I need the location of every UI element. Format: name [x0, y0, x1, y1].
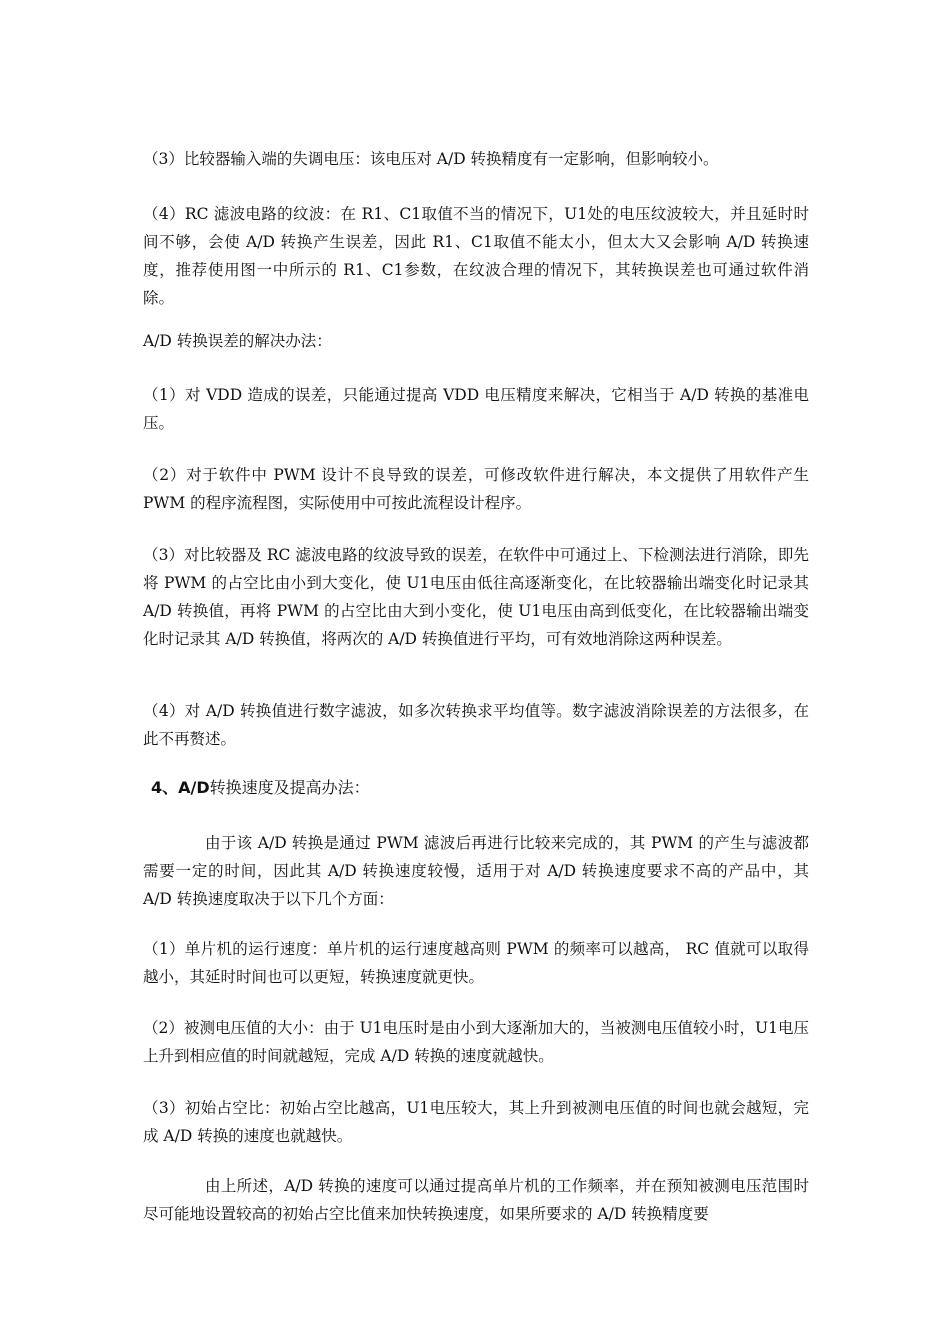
paragraph-vdd-error: （1）对 VDD 造成的误差，只能通过提高 VDD 电压精度来解决，它相当于 A/D 转换的基准电压。: [143, 386, 809, 432]
paragraph-rc-ripple: （4）RC 滤波电路的纹波：在 R1、C1取值不当的情况下，U1处的电压纹波较大，并且延时时间不够，会使 A/D 转换产生误差，因此 R1、C1取值不能太小，但太大又会影响 A/D 转换速度，推荐使用图一中所示的 R1、C1参数，在纹波合理的情况下，其转换误差也可通过软件消除。: [143, 205, 809, 307]
paragraph-conversion-speed: 由于该 A/D 转换是通过 PWM 滤波后再进行比较来完成的，其 PWM 的产生与滤波都需要一定的时间，因此其 A/D 转换速度较慢，适用于对 A/D 转换速度要求不高的产品中，其 A/D 转换速度取决于以下几个方面：: [143, 834, 809, 908]
paragraph-mcu-speed: （1）单片机的运行速度：单片机的运行速度越高则 PWM 的频率可以越高， RC 值就可以取得越小，其延时时间也可以更短，转换速度就更快。: [143, 940, 809, 986]
paragraph-measured-voltage: （2）被测电压值的大小：由于 U1电压时是由小到大逐渐加大的，当被测电压值较小时，U1电压上升到相应值的时间就越短，完成 A/D 转换的速度就越快。: [143, 1019, 809, 1065]
paragraph-digital-filter: （4）对 A/D 转换值进行数字滤波，如多次转换求平均值等。数字滤波消除误差的方法很多，在此不再赘述。: [143, 702, 809, 748]
section-heading: [151, 774, 370, 802]
section-heading-number: 4、A/D: [151, 778, 210, 797]
paragraph-comparator-offset: （3）比较器输入端的失调电压：该电压对 A/D 转换精度有一定影响，但影响较小。: [143, 150, 719, 168]
paragraph-pwm-error: （2）对于软件中 PWM 设计不良导致的误差，可修改软件进行解决，本文提供了用软件产生 PWM 的程序流程图，实际使用中可按此流程设计程序。: [143, 466, 809, 512]
paragraph-comparator-ripple-error: （3）对比较器及 RC 滤波电路的纹波导致的误差，在软件中可通过上、下检测法进行消除，即先将 PWM 的占空比由小到大变化，使 U1电压由低往高逐渐变化，在比较器输出端变化时记录其 A/D 转换值，再将 PWM 的占空比由大到小变化，使 U1电压由高到低变化，在比较器输出端变化时记录其 A/D 转换值，将两次的 A/D 转换值进行平均，可有效地消除这两种误差。: [143, 546, 809, 648]
section-heading-title: 转换速度及提高办法：: [209, 778, 370, 797]
paragraph-initial-duty: （3）初始占空比：初始占空比越高，U1电压较大，其上升到被测电压值的时间也就会越短，完成 A/D 转换的速度也就越快。: [143, 1099, 809, 1145]
paragraph-summary: 由上所述，A/D 转换的速度可以通过提高单片机的工作频率，并在预知被测电压范围时尽可能地设置较高的初始占空比值来加快转换速度，如果所要求的 A/D 转换精度要: [143, 1177, 809, 1223]
paragraph-error-solutions-intro: A/D 转换误差的解决办法：: [143, 332, 332, 350]
